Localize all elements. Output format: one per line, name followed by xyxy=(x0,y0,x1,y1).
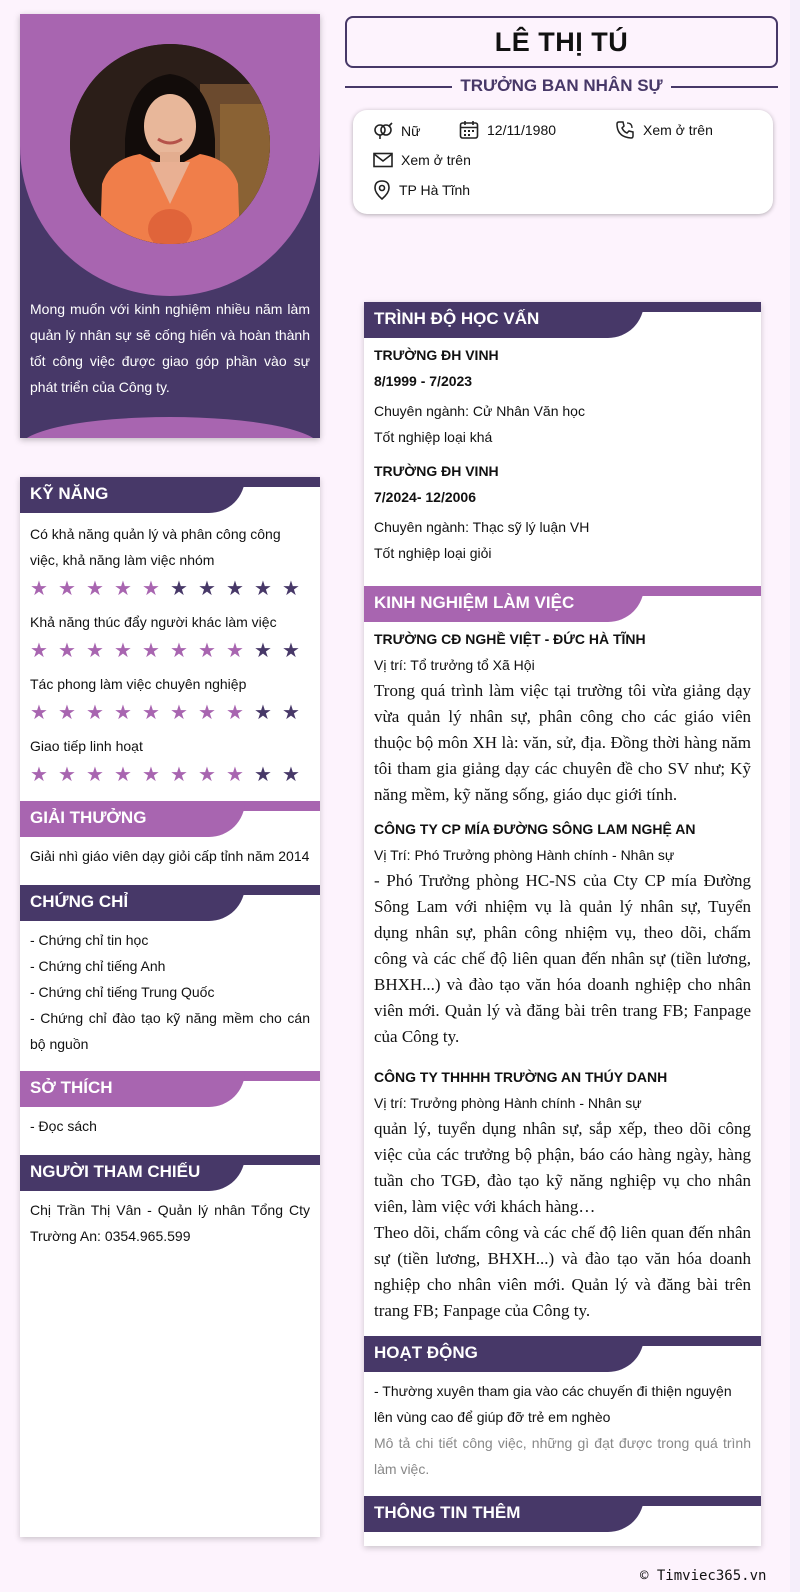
star-empty-icon: ★ xyxy=(254,578,272,600)
school-name: TRƯỜNG ĐH VINH xyxy=(374,463,499,479)
star-filled-icon: ★ xyxy=(142,640,160,662)
job-description: quản lý, tuyển dụng nhân sự, sắp xếp, theo dõi công việc của các trưởng bộ phận, báo cáo hàng ngày, hàng tuần cho TGĐ, đào tạo kỹ năng nghiệp vụ cho nhân viên, làm việc với khách hàng… xyxy=(374,1119,751,1216)
skill-rating xyxy=(30,761,310,789)
skill-rating xyxy=(30,699,310,727)
star-filled-icon: ★ xyxy=(86,640,104,662)
skills-section xyxy=(20,513,320,805)
left-column xyxy=(20,477,320,1537)
star-empty-icon: ★ xyxy=(282,702,300,724)
school-name: TRƯỜNG ĐH VINH xyxy=(374,347,499,363)
address-row xyxy=(373,180,470,200)
certificate-item: - Chứng chỉ tiếng Anh xyxy=(30,958,166,974)
hobbies-header xyxy=(20,1071,320,1107)
study-period: 7/2024- 12/2006 xyxy=(374,489,476,505)
birthday-value: 12/11/1980 xyxy=(487,122,557,138)
gender-row xyxy=(373,122,420,140)
star-empty-icon: ★ xyxy=(254,640,272,662)
certificates-title: CHỨNG CHỈ xyxy=(30,892,129,911)
skill-name: Có khả năng quản lý và phân công công việc, khả năng làm việc nhóm xyxy=(30,526,281,568)
star-empty-icon: ★ xyxy=(282,578,300,600)
star-empty-icon: ★ xyxy=(254,702,272,724)
address-value: TP Hà Tĩnh xyxy=(399,182,471,198)
hobbies-title: SỞ THÍCH xyxy=(30,1078,113,1097)
star-filled-icon: ★ xyxy=(114,702,132,724)
star-filled-icon: ★ xyxy=(114,764,132,786)
star-filled-icon: ★ xyxy=(30,578,48,600)
job-description: Theo dõi, chấm công và các chế độ liên quan đến nhân sự (tiền lương, BHXH...) và đào tạo văn hóa doanh nghiệp cho nhân viên mới. Quản lý và đăng bài trên trang FB; Fanpage của Công ty. xyxy=(374,1223,751,1320)
major: Chuyên ngành: Thạc sỹ lý luận VH xyxy=(374,519,590,535)
awards-text: Giải nhì giáo viên dạy giỏi cấp tỉnh năm 2014 xyxy=(30,848,310,864)
star-filled-icon: ★ xyxy=(58,578,76,600)
company-name: CÔNG TY THHHH TRƯỜNG AN THÚY DANH xyxy=(374,1069,668,1085)
major: Chuyên ngành: Cử Nhân Văn học xyxy=(374,403,585,419)
skill-rating xyxy=(30,575,310,603)
name-box xyxy=(345,16,778,68)
star-filled-icon: ★ xyxy=(198,640,216,662)
skill-name: Tác phong làm việc chuyên nghiệp xyxy=(30,676,247,692)
experience-item xyxy=(374,626,751,808)
email-row[interactable] xyxy=(373,152,471,168)
skill-name: Khả năng thúc đẩy người khác làm việc xyxy=(30,614,277,630)
awards-title: GIẢI THƯỞNG xyxy=(30,808,147,827)
full-name: LÊ THỊ TÚ xyxy=(494,26,629,57)
experience-title: KINH NGHIỆM LÀM VIỆC xyxy=(374,593,575,612)
phone-icon xyxy=(615,120,635,140)
star-filled-icon: ★ xyxy=(142,578,160,600)
activities-text: - Thường xuyên tham gia vào các chuyến đi thiện nguyện lên vùng cao để giúp đỡ trẻ em nghèo xyxy=(374,1383,732,1425)
references-section xyxy=(20,1191,320,1259)
star-filled-icon: ★ xyxy=(86,578,104,600)
experience-item xyxy=(374,1064,751,1324)
certificate-item: - Chứng chỉ tin học xyxy=(30,932,149,948)
star-filled-icon: ★ xyxy=(58,640,76,662)
phone-value: Xem ở trên xyxy=(643,122,713,138)
gender-icon xyxy=(373,122,393,140)
position: Vị Trí: Phó Trưởng phòng Hành chính - Nhân sự xyxy=(374,847,675,863)
star-filled-icon: ★ xyxy=(30,640,48,662)
activities-placeholder[interactable]: Mô tả chi tiết công việc, những gì đạt được trong quá trình làm việc. xyxy=(374,1435,751,1477)
skill-name: Giao tiếp linh hoạt xyxy=(30,738,143,754)
star-empty-icon: ★ xyxy=(198,578,216,600)
certificates-header xyxy=(20,885,320,921)
right-column xyxy=(364,302,761,1546)
calendar-icon xyxy=(459,120,479,140)
location-pin-icon xyxy=(373,180,391,200)
star-empty-icon: ★ xyxy=(254,764,272,786)
activities-header xyxy=(364,1336,761,1372)
star-empty-icon: ★ xyxy=(282,764,300,786)
job-description: Trong quá trình làm việc tại trường tôi vừa giảng dạy vừa quản lý nhân sự, phân công cho các giáo viên thuộc bộ môn XH là: văn, sử, địa. Đồng thời hàng năm tôi tham gia giảng dạy các chuyên đề cho SV như; Kỹ năng mềm, kỹ năng sống, giáo dục giới tính. xyxy=(374,681,751,804)
education-header xyxy=(364,302,761,338)
star-filled-icon: ★ xyxy=(170,640,188,662)
star-filled-icon: ★ xyxy=(58,702,76,724)
mail-icon xyxy=(373,152,393,168)
awards-section xyxy=(20,837,320,885)
star-filled-icon: ★ xyxy=(142,702,160,724)
experience-item xyxy=(374,816,751,1050)
references-text: Chị Trần Thị Vân - Quản lý nhân Tổng Cty Trường An: 0354.965.599 xyxy=(30,1202,310,1244)
star-empty-icon: ★ xyxy=(170,578,188,600)
position: Vị trí: Trưởng phòng Hành chính - Nhân sự xyxy=(374,1095,642,1111)
job-description: - Phó Trưởng phòng HC-NS của Cty CP mía Đường Sông Lam với nhiệm vụ là quản lý nhân sự, Tuyển dụng nhân sự, phân công nhiệm vụ, theo dõi, chấm công và các chế độ liên quan đến nhân sự (tiền lương, BHXH...) và đào tạo văn hóa doanh nghiệp cho nhân viên mới. Quản lý và đăng bài trên trang FB; Fanpage của Công ty. xyxy=(374,871,751,1046)
skills-header xyxy=(20,477,320,513)
extra-info-header xyxy=(364,1496,761,1532)
hobbies-section xyxy=(20,1107,320,1155)
experience-section xyxy=(364,622,761,1336)
gender-value: Nữ xyxy=(401,123,421,139)
star-filled-icon: ★ xyxy=(170,764,188,786)
star-filled-icon: ★ xyxy=(86,702,104,724)
birthday-row xyxy=(459,120,556,140)
education-item xyxy=(374,342,751,450)
activities-section xyxy=(364,1372,761,1496)
education-item xyxy=(374,458,751,566)
avatar[interactable] xyxy=(70,44,270,244)
activities-title: HOẠT ĐỘNG xyxy=(374,1343,478,1362)
references-title: NGƯỜI THAM CHIẾU xyxy=(30,1162,201,1181)
email-value: Xem ở trên xyxy=(401,152,471,168)
grade: Tốt nghiệp loại khá xyxy=(374,429,493,445)
profile-card xyxy=(20,14,320,438)
extra-info-title: THÔNG TIN THÊM xyxy=(374,1503,521,1522)
star-filled-icon: ★ xyxy=(226,640,244,662)
references-header xyxy=(20,1155,320,1191)
profile-card-bottom-arc xyxy=(20,417,320,438)
star-filled-icon: ★ xyxy=(198,764,216,786)
footer-watermark: © Timviec365.vn xyxy=(640,1568,767,1584)
star-filled-icon: ★ xyxy=(114,640,132,662)
study-period: 8/1999 - 7/2023 xyxy=(374,373,473,389)
star-filled-icon: ★ xyxy=(30,764,48,786)
education-section xyxy=(364,338,761,586)
star-filled-icon: ★ xyxy=(226,764,244,786)
hobbies-text: - Đọc sách xyxy=(30,1118,97,1134)
star-filled-icon: ★ xyxy=(170,702,188,724)
star-filled-icon: ★ xyxy=(58,764,76,786)
skills-list xyxy=(30,521,310,789)
skills-title: KỸ NĂNG xyxy=(30,484,109,503)
star-empty-icon: ★ xyxy=(226,578,244,600)
star-filled-icon: ★ xyxy=(114,578,132,600)
company-name: CÔNG TY CP MÍA ĐƯỜNG SÔNG LAM NGHỆ AN xyxy=(374,821,696,837)
star-filled-icon: ★ xyxy=(30,702,48,724)
star-filled-icon: ★ xyxy=(86,764,104,786)
company-name: TRƯỜNG CĐ NGHỀ VIỆT - ĐỨC HÀ TĨNH xyxy=(374,631,646,647)
grade: Tốt nghiệp loại giỏi xyxy=(374,545,492,561)
skill-rating xyxy=(30,637,310,665)
contact-card xyxy=(353,110,773,214)
star-filled-icon: ★ xyxy=(142,764,160,786)
job-title-row xyxy=(345,76,778,96)
certificates-section xyxy=(20,921,320,1071)
career-objective: Mong muốn với kinh nghiệm nhiều năm làm quản lý nhân sự sẽ cống hiến và hoàn thành tốt công việc được giao góp phần vào sự phát triển của Công ty. xyxy=(30,301,310,395)
phone-row[interactable] xyxy=(615,120,713,140)
star-filled-icon: ★ xyxy=(198,702,216,724)
job-title: TRƯỞNG BAN NHÂN SỰ xyxy=(460,76,663,95)
position: Vị trí: Tổ trưởng tổ Xã Hội xyxy=(374,657,535,673)
divider xyxy=(671,86,778,88)
certificate-item: - Chứng chỉ đào tạo kỹ năng mềm cho cán bộ nguồn xyxy=(30,1010,310,1052)
experience-header xyxy=(364,586,761,622)
awards-header xyxy=(20,801,320,837)
certificate-item: - Chứng chỉ tiếng Trung Quốc xyxy=(30,984,215,1000)
star-empty-icon: ★ xyxy=(282,640,300,662)
education-title: TRÌNH ĐỘ HỌC VẤN xyxy=(374,309,540,328)
star-filled-icon: ★ xyxy=(226,702,244,724)
